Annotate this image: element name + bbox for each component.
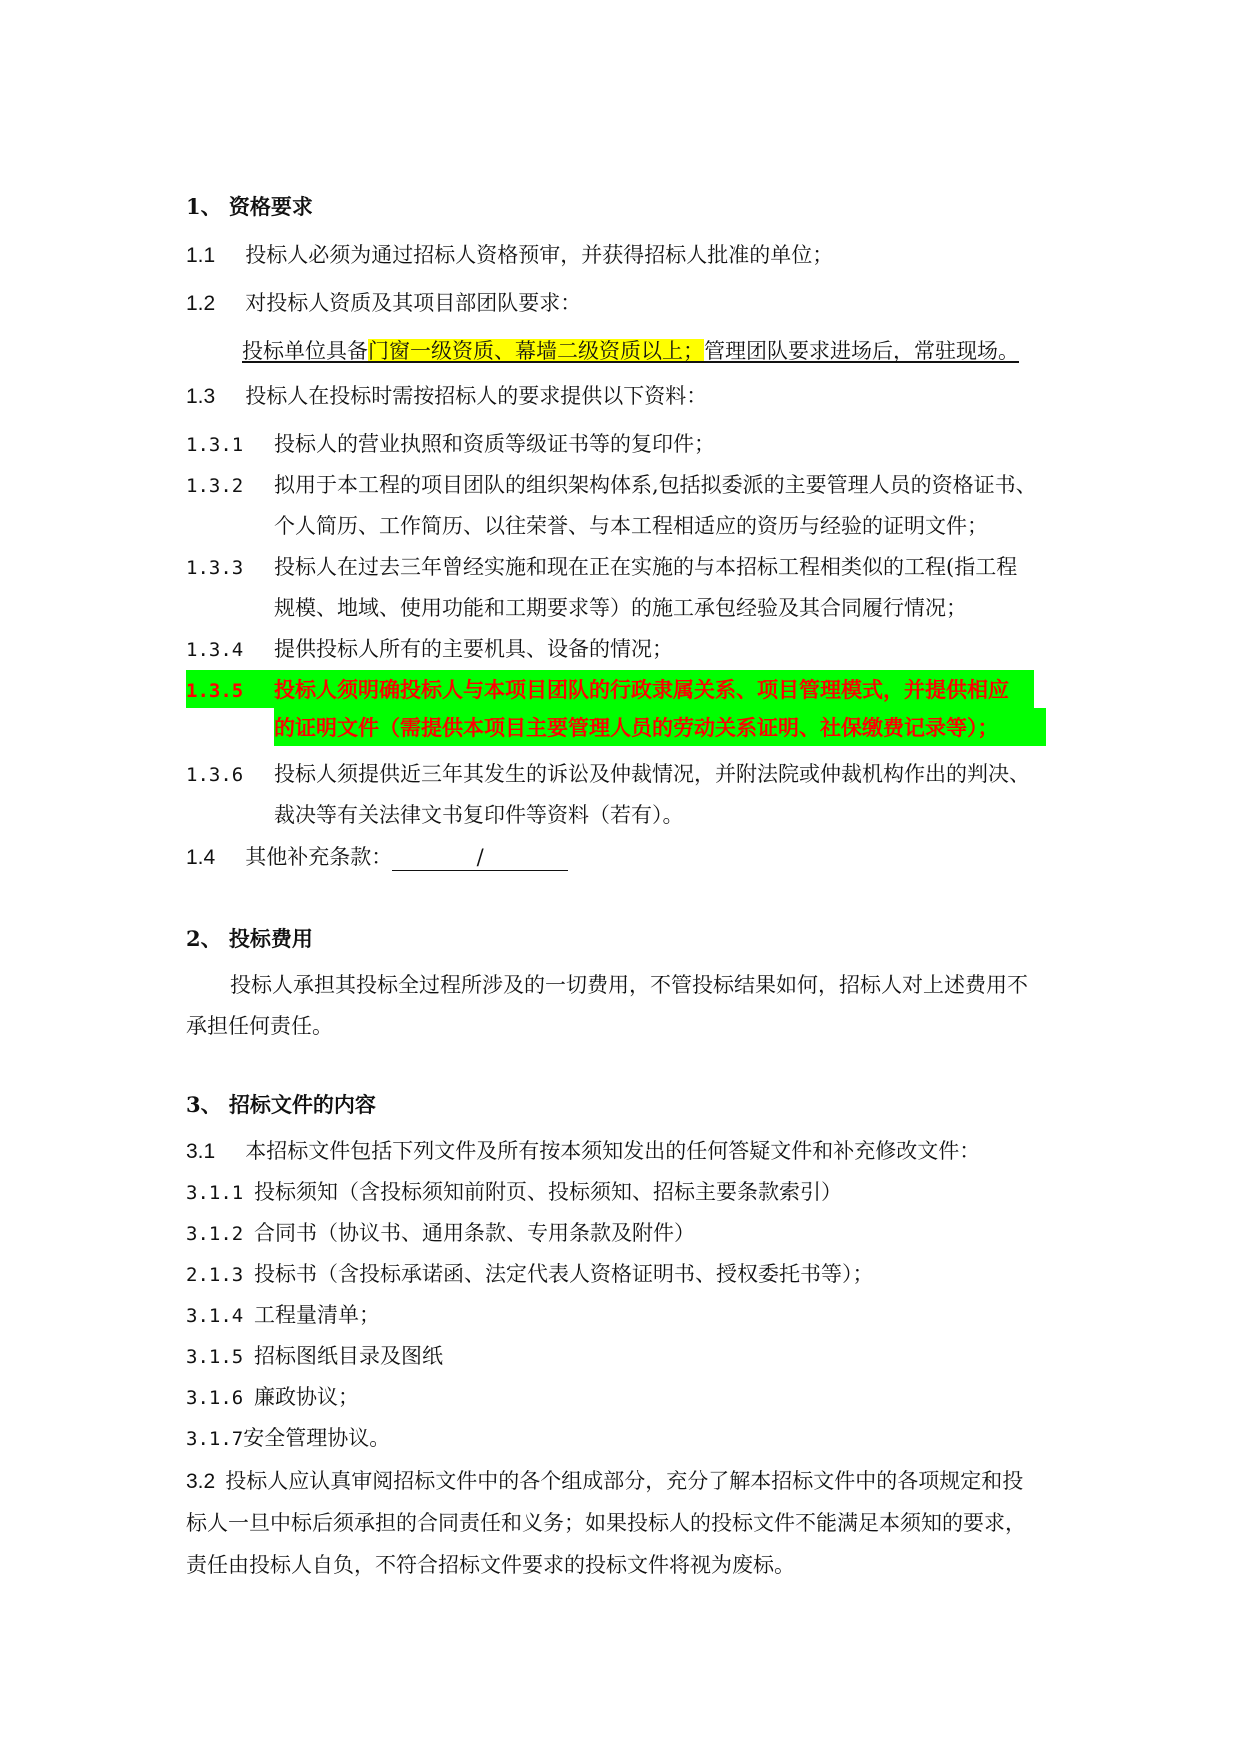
clause-text: 廉政协议； [254, 1385, 359, 1409]
clause-2-1-3 [186, 1259, 874, 1290]
clause-1-4 [186, 842, 568, 873]
clause-1-1 [186, 240, 833, 271]
clause-number: 1.3 [186, 385, 216, 408]
clause-1-3-3-cont: 规模、地域、使用功能和工期要求等）的施工承包经验及其合同履行情况； [274, 596, 967, 620]
clause-text-line1: 拟用于本工程的项目团队的组织架构体系,包括拟委派的主要管理人员的资格证书、 [274, 473, 1037, 497]
clause-1-3-5-cont: 的证明文件（需提供本项目主要管理人员的劳动关系证明、社保缴费记录等）； [274, 715, 999, 740]
clause-number: 2.1.3 [186, 1264, 244, 1286]
clause-number: 1.3.6 [186, 764, 244, 786]
clause-number: 3.1.2 [186, 1223, 244, 1245]
clause-1-3-1 [186, 429, 715, 460]
clause-1-3-2-cont: 个人简历、工作简历、以往荣誉、与本工程相适应的资历与经验的证明文件； [274, 514, 988, 538]
blank-field: / [392, 844, 568, 871]
clause-1-2 [186, 288, 581, 319]
clause-3-1-7 [186, 1423, 390, 1454]
clause-1-3-6-cont: 裁决等有关法律文书复印件等资料（若有）。 [274, 803, 684, 827]
clause-text: 投标人的营业执照和资质等级证书等的复印件； [274, 432, 715, 456]
clause-text: 本招标文件包括下列文件及所有按本须知发出的任何答疑文件和补充修改文件： [245, 1139, 981, 1163]
clause-3-2-line2: 标人一旦中标后须承担的合同责任和义务；如果投标人的投标文件不能满足本须知的要求， [186, 1511, 1026, 1535]
clause-number: 1.3.5 [186, 680, 244, 702]
section-2-para-line2: 承担任何责任。 [186, 1014, 333, 1038]
clause-3-1-4 [186, 1300, 380, 1331]
clause-1-3-4 [186, 634, 673, 665]
clause-number: 1.3.4 [186, 639, 244, 661]
clause-text: 招标图纸目录及图纸 [254, 1344, 443, 1368]
clause-text: 投标须知（含投标须知前附页、投标须知、招标主要条款索引） [254, 1180, 842, 1204]
clause-3-2 [186, 1466, 1023, 1497]
clause-text: 投标人必须为通过招标人资格预审，并获得招标人批准的单位； [245, 243, 834, 267]
clause-3-1-1 [186, 1177, 842, 1208]
clause-text-line1: 投标人须提供近三年其发生的诉讼及仲裁情况，并附法院或仲裁机构作出的判决、 [274, 762, 1030, 786]
clause-1-3-5 [186, 675, 1009, 706]
section-3-heading: 3、 招标文件的内容 [186, 1092, 376, 1117]
clause-3-2-line3: 责任由投标人自负，不符合招标文件要求的投标文件将视为废标。 [186, 1553, 795, 1577]
section-1-heading: 1、 资格要求 [186, 194, 313, 219]
clause-1-3-6 [186, 759, 1030, 790]
clause-number: 3.1.7 [186, 1428, 244, 1450]
clause-text: 投标人在投标时需按招标人的要求提供以下资料： [245, 384, 708, 408]
clause-1-3-2 [186, 470, 1037, 501]
clause-text: 合同书（协议书、通用条款、专用条款及附件） [254, 1221, 695, 1245]
detail-prefix: 投标单位具备 [242, 339, 368, 363]
clause-1-3 [186, 381, 707, 412]
clause-number: 1.1 [186, 244, 216, 267]
section-2-heading: 2、 投标费用 [186, 926, 313, 951]
clause-number: 1.3.1 [186, 434, 244, 456]
clause-1-3-3 [186, 552, 1017, 583]
clause-text-line1: 投标人在过去三年曾经实施和现在正在实施的与本招标工程相类似的工程(指工程 [274, 555, 1018, 579]
clause-text: 对投标人资质及其项目部团队要求： [245, 291, 582, 315]
clause-number: 3.1.6 [186, 1387, 244, 1409]
clause-number: 3.1.4 [186, 1305, 244, 1327]
clause-3-1-2 [186, 1218, 695, 1249]
clause-text: 提供投标人所有的主要机具、设备的情况； [274, 637, 673, 661]
qualification-highlight: 门窗一级资质、幕墙二级资质以上； [368, 339, 704, 363]
clause-text: 其他补充条款： [245, 845, 393, 869]
clause-text-line1: 投标人须明确投标人与本项目团队的行政隶属关系、项目管理模式，并提供相应 [274, 677, 1009, 702]
section-2-para-line1: 投标人承担其投标全过程所涉及的一切费用，不管投标结果如何，招标人对上述费用不 [230, 973, 1028, 997]
clause-text: 安全管理协议。 [243, 1426, 391, 1450]
clause-number: 3.1.1 [186, 1182, 244, 1204]
clause-3-1-5 [186, 1341, 443, 1372]
clause-number: 1.3.3 [186, 557, 244, 579]
clause-text: 工程量清单； [254, 1303, 380, 1327]
clause-number: 1.3.2 [186, 475, 244, 497]
clause-3-1 [186, 1136, 980, 1167]
clause-number: 3.2 [186, 1470, 216, 1493]
clause-1-2-detail [186, 336, 1031, 366]
clause-number: 1.4 [186, 846, 216, 869]
clause-number: 3.1.5 [186, 1346, 244, 1368]
clause-text: 投标书（含投标承诺函、法定代表人资格证明书、授权委托书等）； [254, 1262, 874, 1286]
clause-text-line1: 投标人应认真审阅招标文件中的各个组成部分，充分了解本招标文件中的各项规定和投 [225, 1469, 1024, 1493]
clause-3-1-6 [186, 1382, 359, 1413]
detail-suffix: 管理团队要求进场后，常驻现场。 [704, 339, 1019, 363]
clause-number: 3.1 [186, 1140, 216, 1163]
clause-number: 1.2 [186, 292, 216, 315]
